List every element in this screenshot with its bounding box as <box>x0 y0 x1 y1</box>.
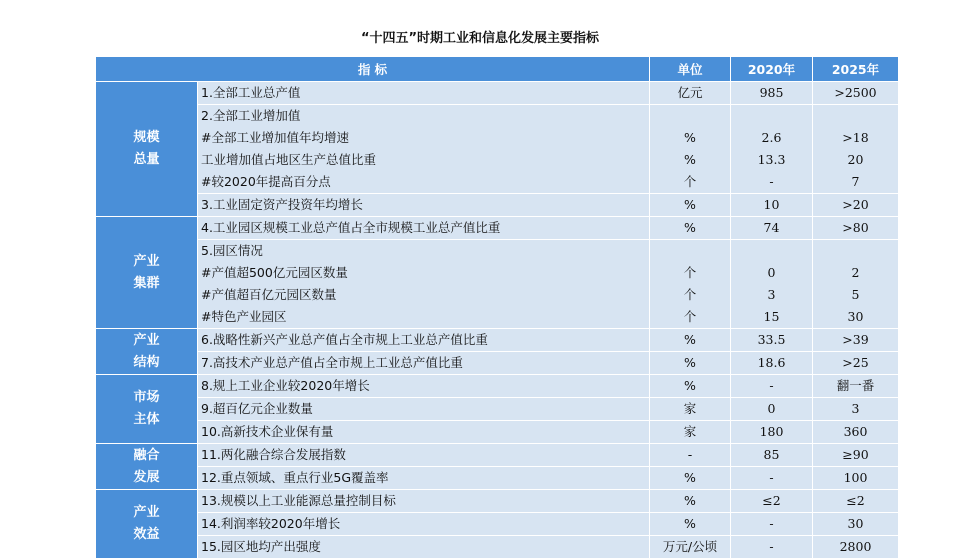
value-2025-cell <box>813 329 899 352</box>
indicator-cell <box>198 421 650 444</box>
value-2020-cell-line: 10 <box>763 197 780 212</box>
value-2020-cell-line: 85 <box>763 447 780 462</box>
value-2025-cell-line: >18 <box>842 130 869 145</box>
indicator-cell-line: #全部工业增加值年均增速 <box>201 130 349 145</box>
unit-cell-line: 个 <box>683 265 697 280</box>
indicator-cell-line: #较2020年提高百分点 <box>201 174 331 189</box>
unit-cell-line: 个 <box>683 287 697 302</box>
category-label-line: 效益 <box>133 527 160 542</box>
value-2025-cell-line: >80 <box>842 220 869 235</box>
unit-cell <box>650 352 731 375</box>
value-2025-cell-line: 20 <box>847 152 864 167</box>
value-2025-cell-line: >20 <box>842 197 869 212</box>
category-label-line: 结构 <box>133 354 160 370</box>
indicator-cell-line: #产值超500亿元园区数量 <box>201 265 348 280</box>
header-2025: 2025年 <box>813 57 899 82</box>
indicator-cell <box>198 194 650 217</box>
table-title: “十四五”时期工业和信息化发展主要指标 <box>360 31 600 46</box>
indicator-cell <box>198 444 650 467</box>
header-unit: 单位 <box>650 57 731 82</box>
value-2020-cell-line: 2.6 <box>761 130 782 145</box>
indicator-cell-line: 13.规模以上工业能源总量控制目标 <box>201 493 396 508</box>
unit-cell <box>650 375 731 398</box>
indicator-cell-line: 14.利润率较2020年增长 <box>201 516 341 531</box>
unit-cell-line: % <box>684 378 696 393</box>
indicator-cell-line: 15.园区地均产出强度 <box>201 539 321 554</box>
category-label <box>96 375 198 444</box>
indicator-cell-line: 6.战略性新兴产业总产值占全市规上工业总产值比重 <box>201 332 488 347</box>
unit-cell <box>650 105 731 194</box>
unit-cell-line: % <box>684 197 696 212</box>
value-2020-cell-line: 33.5 <box>757 332 786 347</box>
indicator-cell <box>198 375 650 398</box>
value-2020-cell-line <box>731 240 812 262</box>
indicator-cell <box>198 217 650 240</box>
unit-cell-line: % <box>684 493 696 508</box>
value-2020-cell-line <box>731 105 812 127</box>
category-label <box>96 82 198 217</box>
value-2025-cell <box>813 352 899 375</box>
table-row <box>96 536 899 559</box>
value-2025-cell <box>813 398 899 421</box>
category-label <box>96 490 198 559</box>
value-2020-cell-line: 3 <box>767 287 776 302</box>
value-2025-cell <box>813 536 899 559</box>
category-label-line: 产业 <box>133 505 160 520</box>
value-2025-cell <box>813 217 899 240</box>
indicators-table <box>95 56 899 559</box>
indicator-cell-line: 2.全部工业增加值 <box>201 108 301 123</box>
value-2025-cell-line: 7 <box>851 174 860 189</box>
value-2020-cell-line: - <box>769 470 774 485</box>
indicator-cell <box>198 398 650 421</box>
value-2025-cell <box>813 240 899 329</box>
unit-cell <box>650 444 731 467</box>
value-2020-cell <box>731 82 813 105</box>
value-2025-cell-line: ≤2 <box>846 493 865 508</box>
header-indicator: 指 标 <box>96 57 650 82</box>
indicator-cell <box>198 329 650 352</box>
value-2020-cell <box>731 536 813 559</box>
unit-cell-line: % <box>684 516 696 531</box>
unit-cell-line: 亿元 <box>677 85 703 100</box>
value-2020-cell <box>731 444 813 467</box>
indicator-cell <box>198 513 650 536</box>
value-2020-cell <box>731 375 813 398</box>
indicator-cell-line: 9.超百亿元企业数量 <box>201 401 313 416</box>
value-2025-cell <box>813 105 899 194</box>
category-label-line: 市场 <box>133 390 160 405</box>
unit-cell-line: 个 <box>683 309 697 324</box>
category-label <box>96 217 198 329</box>
indicator-cell-line: 7.高技术产业总产值占全市规上工业总产值比重 <box>201 355 463 370</box>
table-row <box>96 105 899 194</box>
unit-cell-line <box>650 105 730 127</box>
table-row <box>96 490 899 513</box>
unit-cell <box>650 240 731 329</box>
indicator-cell <box>198 490 650 513</box>
table-body <box>96 82 899 559</box>
value-2025-cell-line: 100 <box>843 470 868 485</box>
indicator-cell-line: 3.工业固定资产投资年均增长 <box>201 197 363 212</box>
value-2020-cell-line: 15 <box>763 309 780 324</box>
value-2020-cell-line: - <box>769 539 774 554</box>
value-2020-cell-line: 74 <box>763 220 780 235</box>
unit-cell <box>650 82 731 105</box>
unit-cell-line: - <box>687 447 693 462</box>
value-2020-cell-line: 180 <box>759 424 784 439</box>
value-2020-cell-line: 0 <box>767 401 776 416</box>
indicator-cell-line: #产值超百亿元园区数量 <box>201 287 337 302</box>
value-2020-cell <box>731 421 813 444</box>
value-2025-cell-line: 30 <box>847 309 864 324</box>
indicator-cell <box>198 105 650 194</box>
value-2025-cell-line: 3 <box>851 401 860 416</box>
unit-cell-line: % <box>684 130 696 145</box>
value-2025-cell <box>813 375 899 398</box>
indicator-cell-line: #特色产业园区 <box>201 309 287 324</box>
unit-cell-line <box>650 240 730 262</box>
category-label <box>96 444 198 490</box>
indicator-cell-line: 10.高新技术企业保有量 <box>201 424 334 439</box>
indicator-cell <box>198 240 650 329</box>
unit-cell-line: % <box>684 220 696 235</box>
value-2020-cell <box>731 490 813 513</box>
value-2020-cell <box>731 467 813 490</box>
value-2020-cell <box>731 105 813 194</box>
indicator-cell <box>198 82 650 105</box>
value-2025-cell-line: 2800 <box>839 539 872 554</box>
value-2025-cell-line <box>813 105 898 127</box>
unit-cell <box>650 329 731 352</box>
value-2025-cell-line: 30 <box>847 516 864 531</box>
indicator-cell <box>198 467 650 490</box>
unit-cell <box>650 194 731 217</box>
category-label <box>96 329 198 375</box>
value-2025-cell-line: >2500 <box>834 85 877 100</box>
value-2025-cell-line: 360 <box>843 424 868 439</box>
indicator-cell-line: 11.两化融合综合发展指数 <box>201 447 346 462</box>
value-2025-cell <box>813 467 899 490</box>
unit-cell <box>650 536 731 559</box>
value-2020-cell-line: ≤2 <box>762 493 781 508</box>
unit-cell <box>650 490 731 513</box>
indicator-cell-line: 8.规上工业企业较2020年增长 <box>201 378 370 393</box>
value-2025-cell <box>813 421 899 444</box>
value-2025-cell-line: 翻一番 <box>836 378 875 393</box>
value-2020-cell <box>731 513 813 536</box>
table-row <box>96 398 899 421</box>
value-2025-cell <box>813 82 899 105</box>
category-label-line: 产业 <box>133 332 160 348</box>
value-2020-cell-line: 0 <box>767 265 776 280</box>
value-2020-cell <box>731 194 813 217</box>
category-label-line: 规模 <box>133 130 160 145</box>
table-row <box>96 444 899 467</box>
value-2025-cell-line: 2 <box>851 265 860 280</box>
table-row <box>96 329 899 352</box>
value-2020-cell <box>731 352 813 375</box>
value-2020-cell <box>731 329 813 352</box>
unit-cell-line: 家 <box>683 424 697 439</box>
indicator-cell-line: 5.园区情况 <box>201 243 263 258</box>
table-row <box>96 421 899 444</box>
unit-cell-line: % <box>684 355 696 370</box>
table-row <box>96 375 899 398</box>
unit-cell-line: % <box>684 470 696 485</box>
unit-cell-line: % <box>684 332 696 347</box>
unit-cell-line: 万元/公顷 <box>662 539 718 554</box>
category-label-line: 发展 <box>133 469 160 485</box>
value-2020-cell-line: 18.6 <box>757 355 786 370</box>
category-label-line: 总量 <box>133 152 160 167</box>
unit-cell <box>650 398 731 421</box>
table-row <box>96 194 899 217</box>
value-2025-cell-line <box>813 240 898 262</box>
value-2025-cell-line: >25 <box>842 355 869 370</box>
table-row <box>96 217 899 240</box>
value-2025-cell-line: >39 <box>842 332 869 347</box>
table-row <box>96 352 899 375</box>
value-2020-cell-line: - <box>769 378 774 393</box>
value-2020-cell-line: - <box>769 174 774 189</box>
category-label-line: 集群 <box>133 275 160 291</box>
unit-cell-line: % <box>684 152 696 167</box>
header-2020: 2020年 <box>731 57 813 82</box>
indicator-cell <box>198 352 650 375</box>
value-2025-cell-line: ≥90 <box>842 447 869 462</box>
unit-cell <box>650 421 731 444</box>
table-row <box>96 240 899 329</box>
value-2020-cell <box>731 398 813 421</box>
value-2025-cell <box>813 194 899 217</box>
table-row <box>96 82 899 105</box>
table-row <box>96 513 899 536</box>
value-2025-cell-line: 5 <box>851 287 860 302</box>
category-label-line: 产业 <box>133 253 160 269</box>
indicator-cell <box>198 536 650 559</box>
indicator-cell-line: 1.全部工业总产值 <box>201 85 301 100</box>
value-2020-cell <box>731 217 813 240</box>
unit-cell <box>650 467 731 490</box>
value-2020-cell-line: - <box>769 516 774 531</box>
category-label-line: 融合 <box>133 447 160 463</box>
unit-cell <box>650 513 731 536</box>
value-2025-cell <box>813 444 899 467</box>
table-row <box>96 467 899 490</box>
value-2020-cell-line: 13.3 <box>757 152 786 167</box>
indicator-cell-line: 12.重点领域、重点行业5G覆盖率 <box>201 470 389 485</box>
category-label-line: 主体 <box>133 412 160 427</box>
unit-cell-line: 个 <box>683 174 697 189</box>
value-2025-cell <box>813 490 899 513</box>
indicator-cell-line: 工业增加值占地区生产总值比重 <box>201 152 377 167</box>
unit-cell-line: 家 <box>683 401 697 416</box>
value-2020-cell-line: 985 <box>759 85 784 100</box>
unit-cell <box>650 217 731 240</box>
value-2020-cell <box>731 240 813 329</box>
value-2025-cell <box>813 513 899 536</box>
header-row <box>96 57 899 82</box>
indicator-cell-line: 4.工业园区规模工业总产值占全市规模工业总产值比重 <box>201 220 501 235</box>
